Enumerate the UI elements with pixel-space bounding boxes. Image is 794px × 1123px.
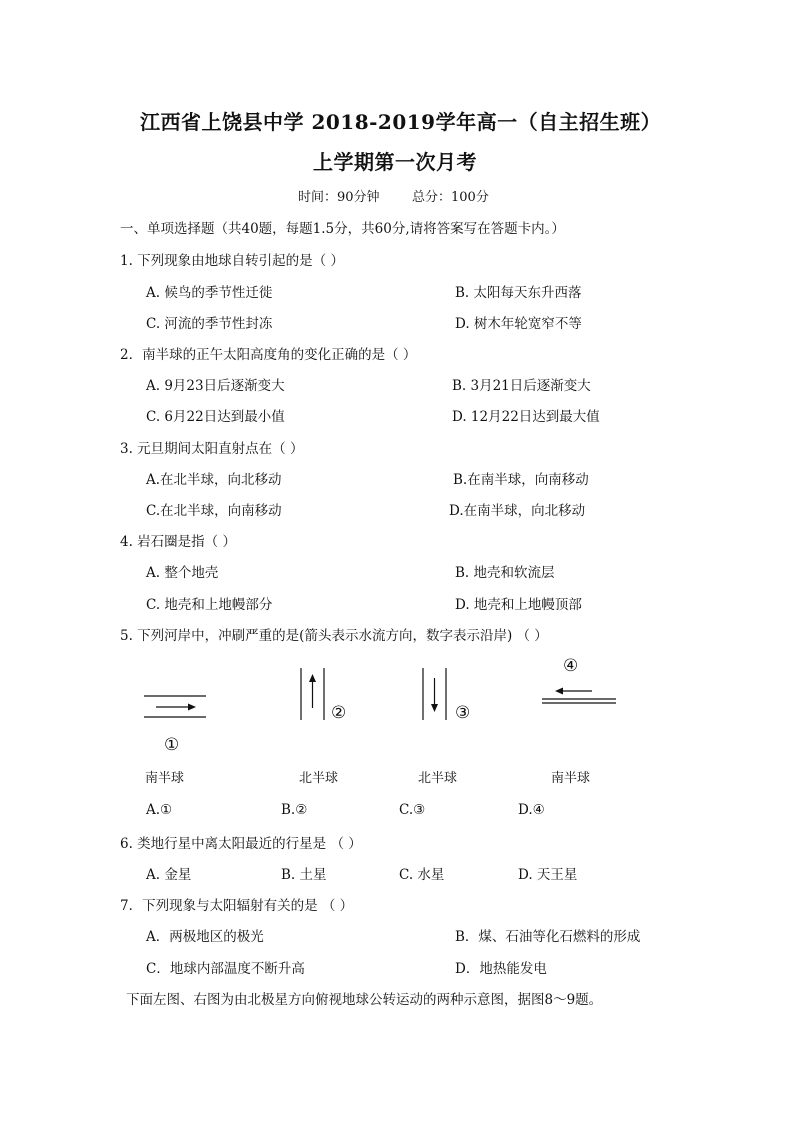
question-6-option-d: D. 天王星 [518, 867, 578, 883]
river-marker-3: ③ [455, 703, 471, 723]
river-caption-3: 北半球 [418, 771, 458, 786]
river-diagram-3 [418, 664, 452, 722]
section-heading: 一、单项选择题（共40题，每题1.5分，共60分,请将答案写在答题卡内。） [120, 221, 565, 237]
question-7-option-d: D．地热能发电 [455, 961, 547, 977]
exam-title-line2: 上学期第一次月考 [313, 150, 477, 174]
question-1-option-a: A. 候鸟的季节性迁徙 [146, 285, 273, 301]
question-7-option-a: A．两极地区的极光 [146, 929, 264, 945]
question-3-option-a: A.在北半球，向北移动 [146, 472, 282, 488]
question-5-option-a: A.① [146, 802, 173, 818]
river-marker-1: ① [164, 735, 180, 755]
river-caption-1: 南半球 [145, 771, 185, 786]
question-7-option-b: B．煤、石油等化石燃料的形成 [455, 929, 641, 945]
question-3-stem: 3. 元旦期间太阳直射点在（ ） [120, 441, 304, 457]
question-2-option-c: C. 6月22日达到最小值 [146, 409, 285, 425]
river-caption-2: 北半球 [299, 771, 339, 786]
question-3-option-b: B.在南半球，向南移动 [453, 472, 589, 488]
question-5-stem: 5. 下列河岸中，冲刷严重的是(箭头表示水流方向，数字表示沿岸) （ ） [120, 628, 548, 644]
question-1-option-c: C. 河流的季节性封冻 [146, 316, 273, 332]
river-caption-4: 南半球 [551, 771, 591, 786]
river-marker-4: ④ [563, 656, 579, 676]
question-5-option-b: B.② [281, 802, 308, 818]
question-4-stem: 4. 岩石圈是指（ ） [120, 534, 236, 550]
river-diagram-2 [296, 664, 330, 722]
question-7-stem: 7．下列现象与太阳辐射有关的是 （ ） [120, 898, 354, 914]
river-diagram-1 [140, 690, 210, 722]
question-4-option-c: C. 地壳和上地幔部分 [146, 597, 273, 613]
question-7-option-c: C．地球内部温度不断升高 [146, 961, 305, 977]
question-1-stem: 1. 下列现象由地球自转引起的是（ ） [120, 253, 344, 269]
question-4-option-d: D. 地壳和上地幔顶部 [455, 597, 582, 613]
question-1-option-b: B. 太阳每天东升西落 [455, 285, 582, 301]
question-2-stem: 2．南半球的正午太阳高度角的变化正确的是（ ） [120, 347, 417, 363]
question-1-option-d: D. 树木年轮宽窄不等 [455, 316, 582, 332]
question-6-option-a: A. 金星 [146, 867, 192, 883]
exam-score: 总分：100分 [412, 190, 489, 205]
exam-time: 时间：90分钟 [298, 190, 380, 205]
question-5-option-d: D.④ [518, 802, 545, 818]
river-marker-2: ② [331, 703, 347, 723]
question-3-option-c: C.在北半球，向南移动 [146, 503, 282, 519]
question-6-option-c: C. 水星 [399, 867, 445, 883]
question-2-option-a: A. 9月23日后逐渐变大 [146, 378, 285, 394]
figure-instruction: 下面左图、右图为由北极星方向俯视地球公转运动的两种示意图，据图8～9题。 [126, 992, 603, 1008]
question-2-option-b: B. 3月21日后逐渐变大 [452, 378, 591, 394]
question-6-option-b: B. 土星 [281, 867, 327, 883]
question-4-option-b: B. 地壳和软流层 [455, 565, 555, 581]
exam-title-line1: 江西省上饶县中学 2018-2019学年高一（自主招生班） [140, 110, 662, 134]
question-2-option-d: D. 12月22日达到最大值 [452, 409, 600, 425]
river-diagram-4 [540, 684, 618, 708]
question-3-option-d: D.在南半球，向北移动 [449, 503, 586, 519]
question-6-stem: 6. 类地行星中离太阳最近的行星是 （ ） [120, 836, 362, 852]
question-5-option-c: C.③ [399, 802, 426, 818]
question-4-option-a: A. 整个地壳 [146, 565, 219, 581]
